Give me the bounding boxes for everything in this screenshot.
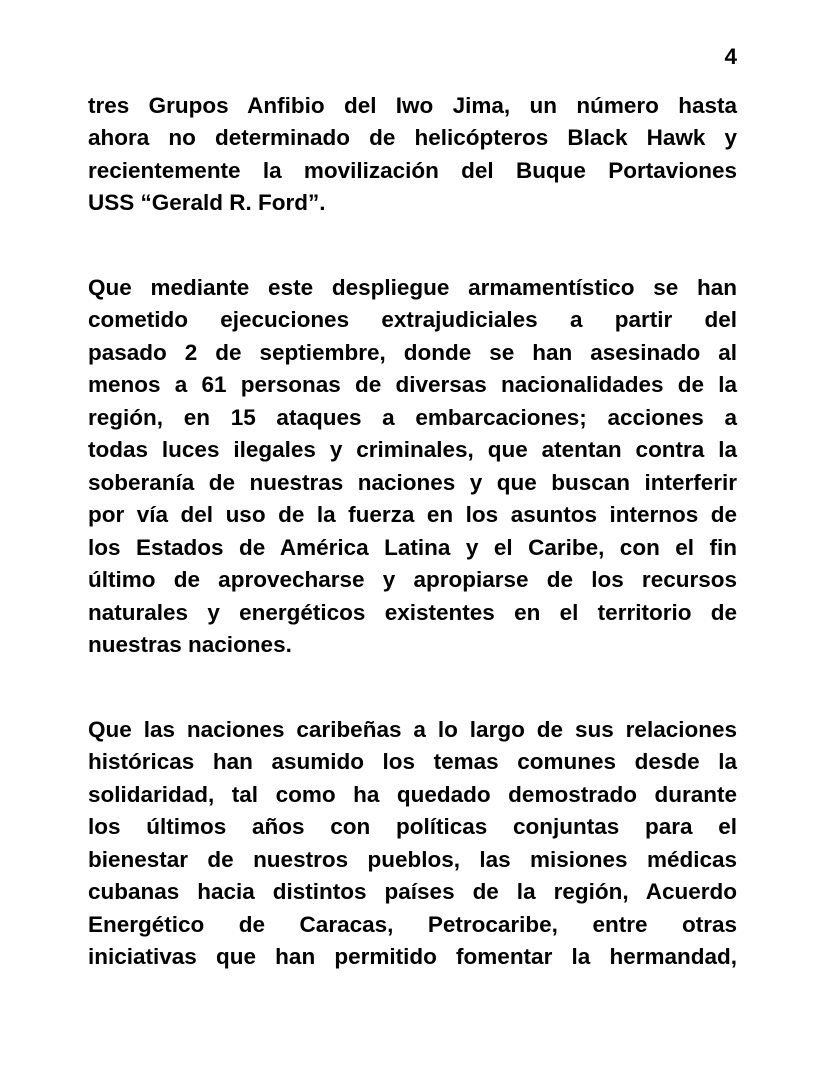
- text-line: ahora no determinado de helicópteros Black Hawk y: [88, 125, 737, 150]
- paragraph: [88, 714, 737, 974]
- text-line: iniciativas que han permitido fomentar la hermandad,: [88, 944, 737, 969]
- paragraph: [88, 90, 737, 220]
- text-line: pasado 2 de septiembre, donde se han asesinado al: [88, 339, 737, 365]
- text-line: cometido ejecuciones extrajudiciales a partir del: [88, 307, 737, 332]
- text-line: último de aprovecharse y apropiarse de los recursos: [88, 567, 737, 592]
- text-line: tres Grupos Anfibio del Iwo Jima, un número hasta: [88, 92, 737, 118]
- page-number: 4: [724, 44, 737, 69]
- text-line: soberanía de nuestras naciones y que buscan interferir: [88, 469, 737, 495]
- text-line: por vía del uso de la fuerza en los asuntos internos de: [88, 502, 737, 527]
- paragraph: [88, 272, 737, 662]
- text-line: históricas han asumido los temas comunes desde la: [88, 749, 737, 774]
- text-line: bienestar de nuestros pueblos, las misiones médicas: [88, 846, 737, 872]
- text-line: nuestras naciones.: [88, 632, 292, 657]
- text-line: Energético de Caracas, Petrocaribe, entre otras: [88, 911, 737, 937]
- text-line: Que las naciones caribeñas a lo largo de sus relaciones: [88, 716, 737, 742]
- text-line: los Estados de América Latina y el Caribe, con el fin: [88, 534, 737, 560]
- text-line: todas luces ilegales y criminales, que atentan contra la: [88, 437, 737, 462]
- text-line: región, en 15 ataques a embarcaciones; acciones a: [88, 404, 737, 430]
- text-line: naturales y energéticos existentes en el territorio de: [88, 599, 737, 625]
- document-body: [88, 90, 737, 974]
- text-line: los últimos años con políticas conjuntas para el: [88, 814, 737, 839]
- text-line: Que mediante este despliegue armamentístico se han: [88, 274, 737, 300]
- text-line: USS “Gerald R. Ford”.: [88, 190, 326, 215]
- text-line: solidaridad, tal como ha quedado demostrado durante: [88, 781, 737, 807]
- text-line: cubanas hacia distintos países de la región, Acuerdo: [88, 879, 737, 904]
- text-line: menos a 61 personas de diversas nacionalidades de la: [88, 372, 737, 397]
- text-line: recientemente la movilización del Buque Portaviones: [88, 157, 737, 183]
